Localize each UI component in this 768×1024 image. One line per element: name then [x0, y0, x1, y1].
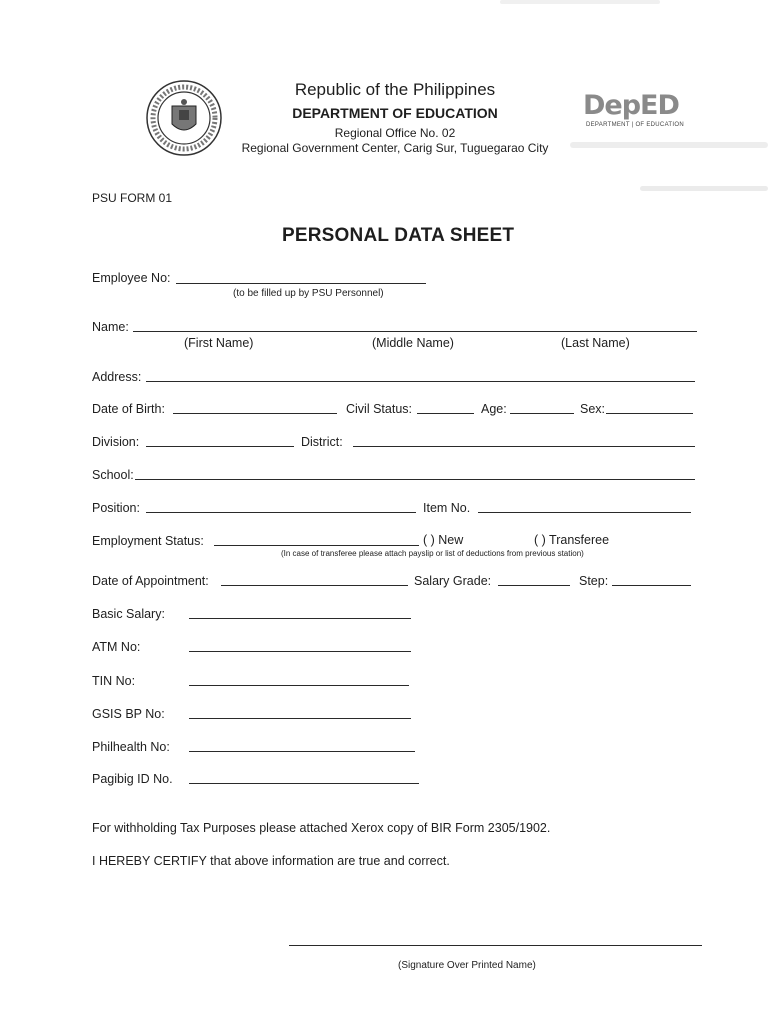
signature-caption: (Signature Over Printed Name)	[398, 960, 536, 971]
republic-heading: Republic of the Philippines	[294, 80, 496, 99]
office-address: Regional Government Center, Carig Sur, Tuguegarao City	[241, 141, 549, 155]
employee-no-note: (to be filled up by PSU Personnel)	[233, 288, 384, 299]
age-field[interactable]	[510, 413, 574, 414]
basic-salary-field[interactable]	[189, 618, 411, 619]
tin-no-label: TIN No:	[92, 674, 136, 688]
page-title: PERSONAL DATA SHEET	[282, 225, 515, 246]
new-option-checkbox[interactable]: ( ) New	[423, 533, 464, 547]
scan-smudge	[640, 186, 768, 191]
tax-statement: For withholding Tax Purposes please attached Xerox copy of BIR Form 2305/1902.	[92, 821, 551, 835]
philhealth-no-label: Philhealth No:	[92, 740, 170, 754]
civil-status-label: Civil Status:	[346, 402, 412, 416]
division-label: Division:	[92, 435, 140, 449]
address-label: Address:	[92, 370, 142, 384]
name-label: Name:	[92, 320, 129, 334]
regional-office: Regional Office No. 02	[334, 126, 456, 140]
pagibig-id-no-label: Pagibig ID No.	[92, 772, 173, 786]
basic-salary-label: Basic Salary:	[92, 607, 165, 621]
deped-seal-icon	[140, 78, 228, 158]
salary-grade-field[interactable]	[498, 585, 570, 586]
position-field[interactable]	[146, 512, 416, 513]
sex-field[interactable]	[606, 413, 693, 414]
item-no-label: Item No.	[423, 501, 471, 515]
division-field[interactable]	[146, 446, 294, 447]
atm-no-label: ATM No:	[92, 640, 141, 654]
employment-status-label: Employment Status:	[92, 534, 204, 548]
deped-logo-word: DepED	[583, 90, 679, 121]
department-heading: DEPARTMENT OF EDUCATION	[292, 105, 498, 121]
philhealth-no-field[interactable]	[189, 751, 415, 752]
date-of-appointment-field[interactable]	[221, 585, 408, 586]
form-code: PSU FORM 01	[92, 191, 173, 205]
school-label: School:	[92, 468, 134, 482]
first-name-caption: (First Name)	[184, 336, 254, 350]
gsis-bp-no-label: GSIS BP No:	[92, 707, 165, 721]
date-of-birth-field[interactable]	[173, 413, 337, 414]
item-no-field[interactable]	[478, 512, 691, 513]
scan-smudge	[500, 0, 660, 4]
sex-label: Sex:	[580, 402, 606, 416]
transferee-option-checkbox[interactable]: ( ) Transferee	[534, 533, 610, 547]
employee-no-field[interactable]	[176, 283, 426, 284]
civil-status-field[interactable]	[417, 413, 474, 414]
last-name-caption: (Last Name)	[561, 336, 630, 350]
district-field[interactable]	[353, 446, 695, 447]
employee-no-label: Employee No:	[92, 271, 171, 285]
position-label: Position:	[92, 501, 140, 515]
gsis-bp-no-field[interactable]	[189, 718, 411, 719]
district-label: District:	[301, 435, 343, 449]
certify-statement: I HEREBY CERTIFY that above information are true and correct.	[92, 854, 450, 868]
school-field[interactable]	[135, 479, 695, 480]
age-label: Age:	[481, 402, 507, 416]
atm-no-field[interactable]	[189, 651, 411, 652]
transferee-note: (In case of transferee please attach payslip or list of deductions from previous station)	[281, 549, 584, 558]
employment-status-field[interactable]	[214, 545, 419, 546]
middle-name-caption: (Middle Name)	[372, 336, 454, 350]
deped-logo	[583, 90, 698, 136]
step-field[interactable]	[612, 585, 691, 586]
address-field[interactable]	[146, 381, 695, 382]
date-of-birth-label: Date of Birth:	[92, 402, 165, 416]
signature-field[interactable]	[289, 945, 702, 946]
pagibig-id-no-field[interactable]	[189, 783, 419, 784]
tin-no-field[interactable]	[189, 685, 409, 686]
step-label: Step:	[579, 574, 609, 588]
scan-smudge	[570, 142, 768, 148]
date-of-appointment-label: Date of Appointment:	[92, 574, 209, 588]
salary-grade-label: Salary Grade:	[414, 574, 492, 588]
deped-logo-subtitle: DEPARTMENT | OF EDUCATION	[586, 122, 684, 128]
name-field[interactable]	[133, 331, 697, 332]
